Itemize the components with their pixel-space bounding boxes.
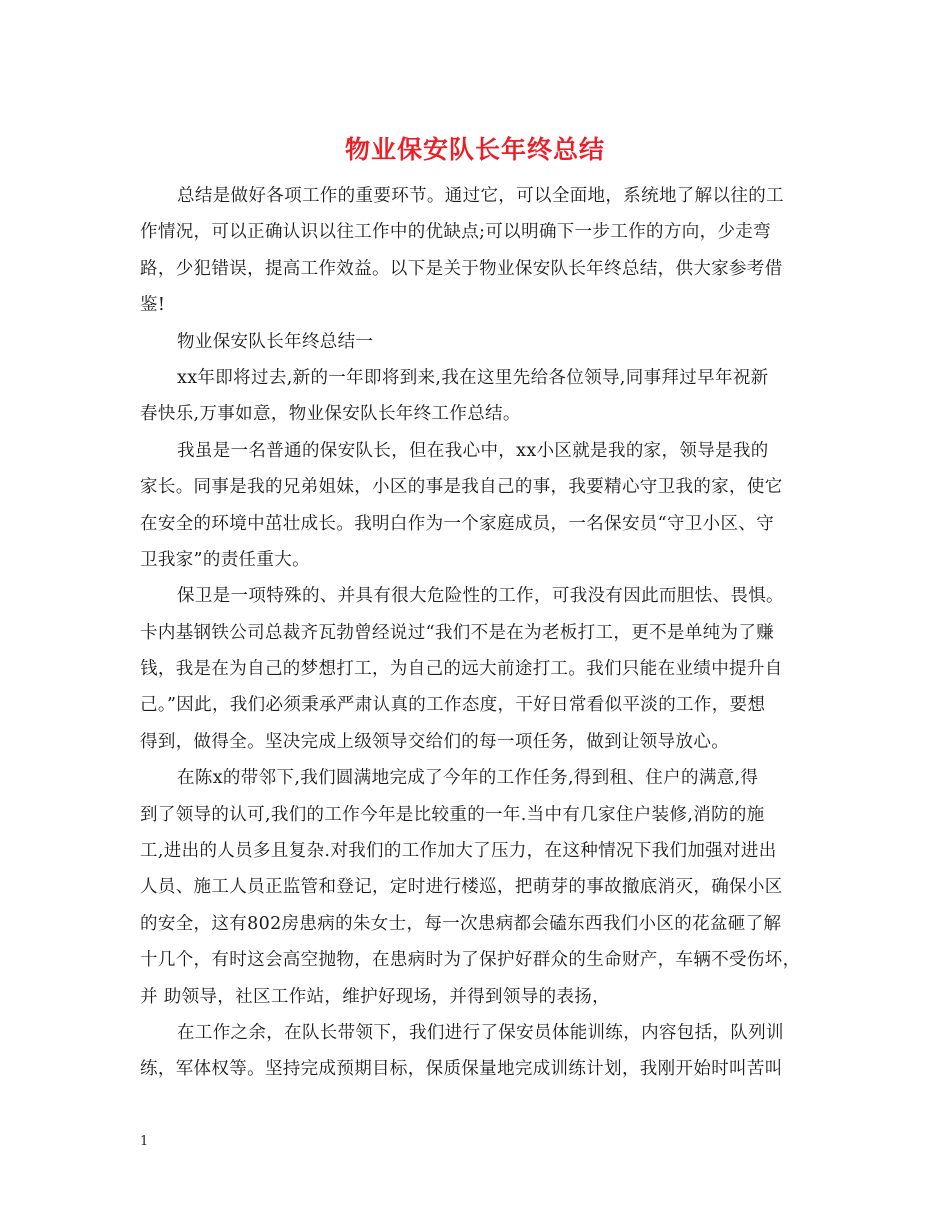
text-line: 卫我家”的责任重大。 (140, 549, 310, 570)
text-line: 卡内基钢铁公司总裁齐瓦勃曾经说过“我们不是在为老板打工，更不是单纯为了赚 (140, 622, 775, 643)
page-number: 1 (140, 1134, 149, 1149)
text-line: 十几个，有时这会高空抛物，在患病时为了保护好群众的生命财产，车辆不受伤坏， (140, 950, 801, 971)
text-line: 在安全的环境中茁壮成长。我明白作为一个家庭成员，一名保安员“守卫小区、守 (140, 513, 775, 534)
text-line: xx年即将过去,新的一年即将到来,我在这里先给各位领导,同事拜过早年祝新 (177, 367, 769, 388)
text-line: 并 助领导，社区工作站，维护好现场，并得到领导的表扬， (140, 986, 611, 1007)
text-line: 在工作之余，在队长带领下，我们进行了保安员体能训练，内容包括，队列训 (177, 1022, 784, 1043)
text-line: 总结是做好各项工作的重要环节。通过它，可以全面地，系统地了解以往的工 (177, 186, 784, 206)
text-line: 路，少犯错误，提高工作效益。以下是关于物业保安队长年终总结，供大家参考借 (140, 258, 783, 279)
text-line: 己。”因此，我们必须秉承严肃认真的工作态度，干好日常看似平淡的工作，要想 (140, 695, 766, 716)
text-line: 家长。同事是我的兄弟姐妹，小区的事是我自己的事，我要精心守卫我的家，使它 (140, 477, 783, 498)
text-line: 练，军体权等。坚持完成预期目标，保质保量地完成训练计划，我刚开始时叫苦叫 (140, 1059, 783, 1080)
text-line: 我虽是一名普通的保安队长，但在我心中，xx小区就是我的家，领导是我的 (177, 440, 769, 461)
text-line: 物业保安队长年终总结一 (177, 331, 374, 352)
text-line: 的安全，这有802房患病的朱女士，每一次患病都会磕东西我们小区的花盆砸了解 (140, 913, 782, 934)
text-line: 到了领导的认可,我们的工作今年是比较重的一年.当中有几家住户装修,消防的施 (140, 804, 765, 825)
text-line: 人员、施工人员正监管和登记，定时进行楼巡，把萌芽的事故撤底消灭，确保小区 (140, 877, 783, 898)
text-line: 鉴! (140, 295, 166, 316)
text-line: 保卫是一项特殊的、并具有很大危险性的工作，可我没有因此而胆怯、畏惧。 (177, 586, 784, 607)
text-line: 在陈x的带邻下,我们圆满地完成了今年的工作任务,得到租、住户的满意,得 (177, 768, 759, 789)
text-line: 得到，做得全。坚决完成上级领导交给们的每一项任务，做到让领导放心。 (140, 731, 730, 752)
text-line: 春快乐,万事如意，物业保安队长年终工作总结。 (140, 404, 521, 425)
text-line: 作情况，可以正确认识以往工作中的优缺点;可以明确下一步工作的方向，少走弯 (140, 222, 771, 243)
document-body (140, 178, 820, 1088)
text-line: 钱，我是在为自己的梦想打工，为自己的远大前途打工。我们只能在业绩中提升自 (140, 659, 783, 680)
text-line: 工,进出的人员多且复杂.对我们的工作加大了压力，在这种情况下我们加强对进出 (140, 841, 777, 862)
document-title: 物业保安队长年终总结 (344, 135, 605, 164)
